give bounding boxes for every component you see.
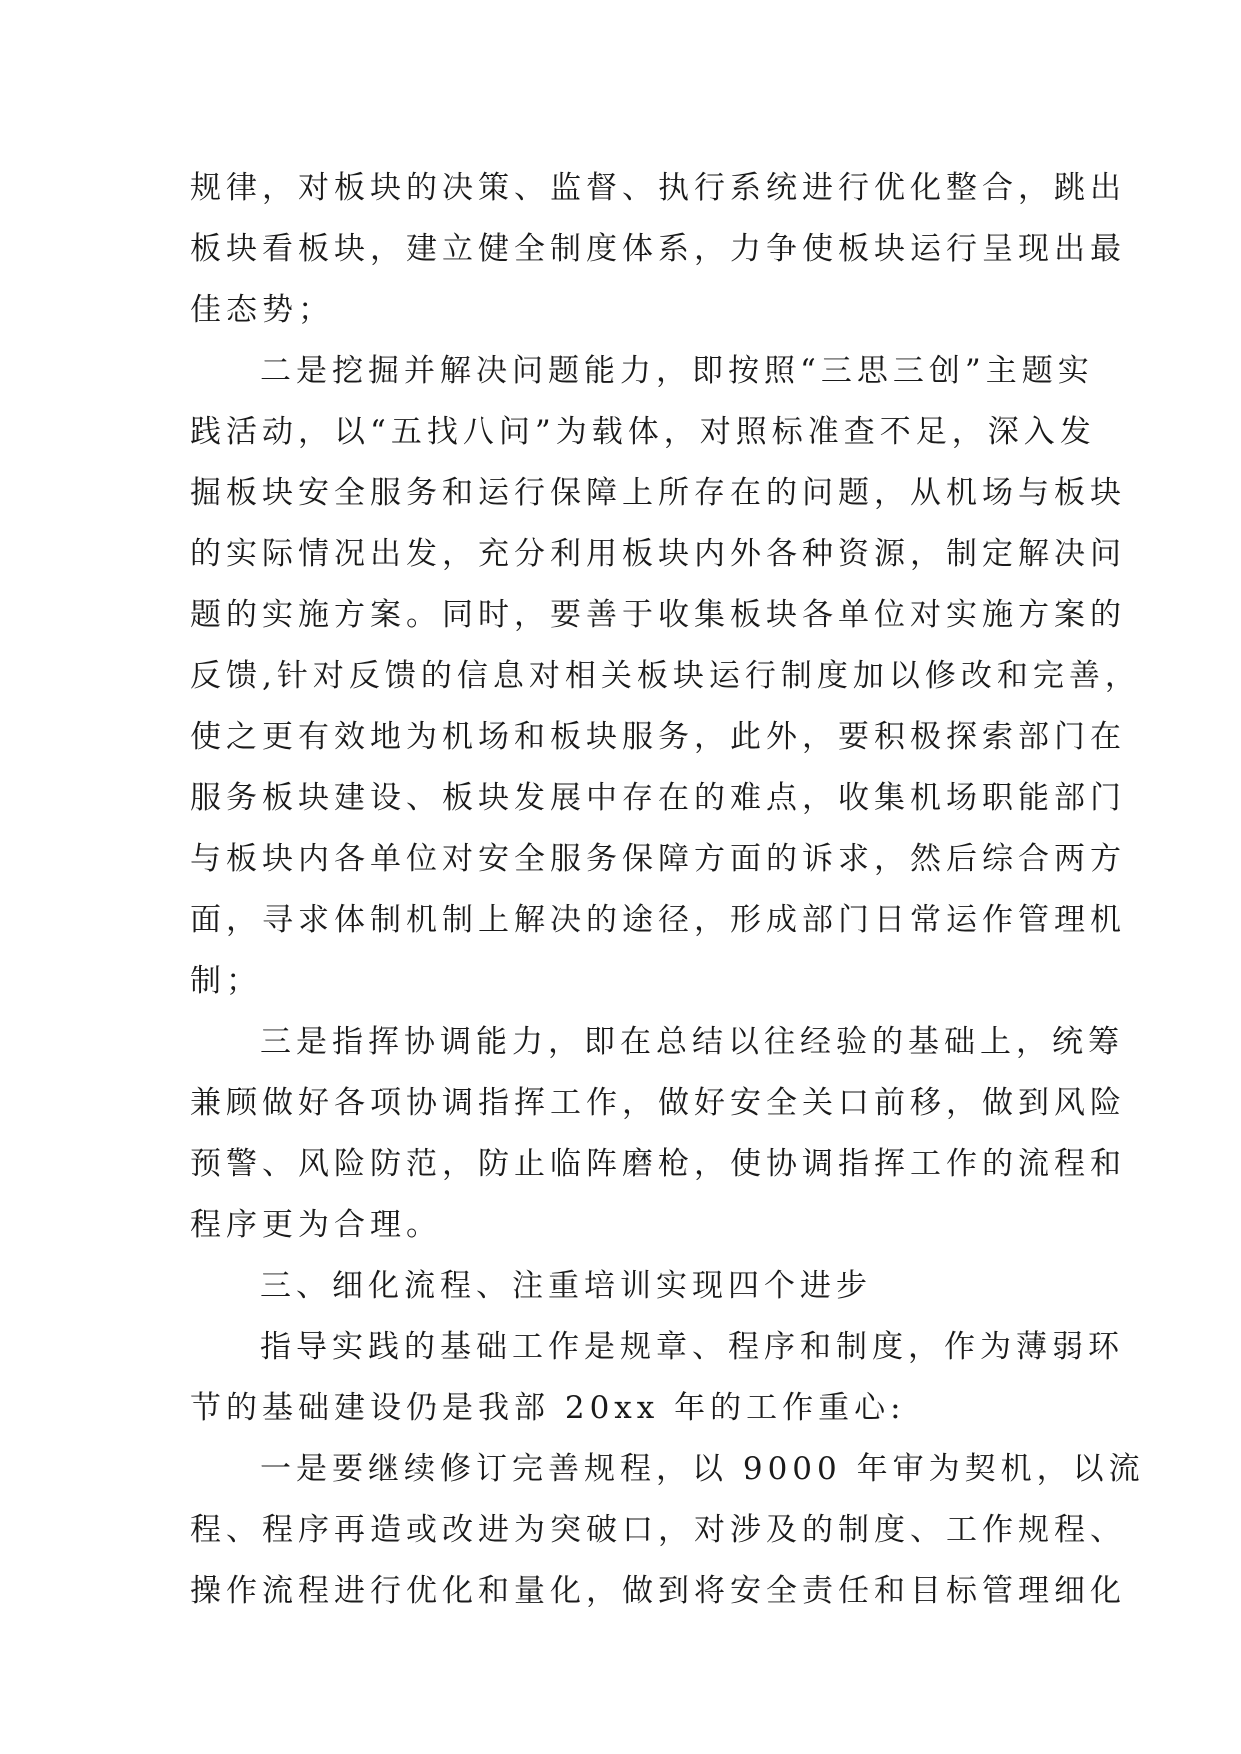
text-line: 三是指挥协调能力，即在总结以往经验的基础上，统筹 [260, 1024, 1124, 1060]
text-line: 反馈,针对反馈的信息对相关板块运行制度加以修改和完善， [190, 658, 1141, 694]
section-heading: 三、细化流程、注重培训实现四个进步 [260, 1268, 872, 1304]
text-line: 践活动，以“五找八问”为载体，对照标准查不足，深入发 [190, 414, 1096, 450]
text-line: 预警、风险防范，防止临阵磨枪，使协调指挥工作的流程和 [190, 1146, 1126, 1182]
text-line: 节的基础建设仍是我部 20xx 年的工作重心: [190, 1390, 906, 1426]
text-line: 题的实施方案。同时，要善于收集板块各单位对实施方案的 [190, 597, 1126, 633]
text-line: 使之更有效地为机场和板块服务，此外，要积极探索部门在 [190, 719, 1126, 755]
text-line: 制； [190, 963, 262, 999]
text-line: 的实际情况出发，充分利用板块内外各种资源，制定解决问 [190, 536, 1126, 572]
text-line: 面，寻求体制机制上解决的途径，形成部门日常运作管理机 [190, 902, 1126, 938]
text-line: 佳态势； [190, 292, 334, 328]
text-line: 与板块内各单位对安全服务保障方面的诉求，然后综合两方 [190, 841, 1126, 877]
text-line: 服务板块建设、板块发展中存在的难点，收集机场职能部门 [190, 780, 1126, 816]
text-line: 程、程序再造或改进为突破口，对涉及的制度、工作规程、 [190, 1512, 1126, 1548]
document-body [190, 158, 1145, 1622]
text-line: 操作流程进行优化和量化，做到将安全责任和目标管理细化 [190, 1573, 1126, 1609]
text-line: 一是要继续修订完善规程，以 9000 年审为契机，以流 [260, 1451, 1145, 1487]
text-line: 兼顾做好各项协调指挥工作，做好安全关口前移，做到风险 [190, 1085, 1126, 1121]
text-line: 掘板块安全服务和运行保障上所存在的问题，从机场与板块 [190, 475, 1126, 511]
text-line: 二是挖掘并解决问题能力，即按照“三思三创”主题实 [260, 353, 1094, 389]
text-line: 程序更为合理。 [190, 1207, 442, 1243]
text-line: 规律，对板块的决策、监督、执行系统进行优化整合，跳出 [190, 170, 1126, 206]
text-line: 板块看板块，建立健全制度体系，力争使板块运行呈现出最 [190, 231, 1126, 267]
text-line: 指导实践的基础工作是规章、程序和制度，作为薄弱环 [260, 1329, 1124, 1365]
